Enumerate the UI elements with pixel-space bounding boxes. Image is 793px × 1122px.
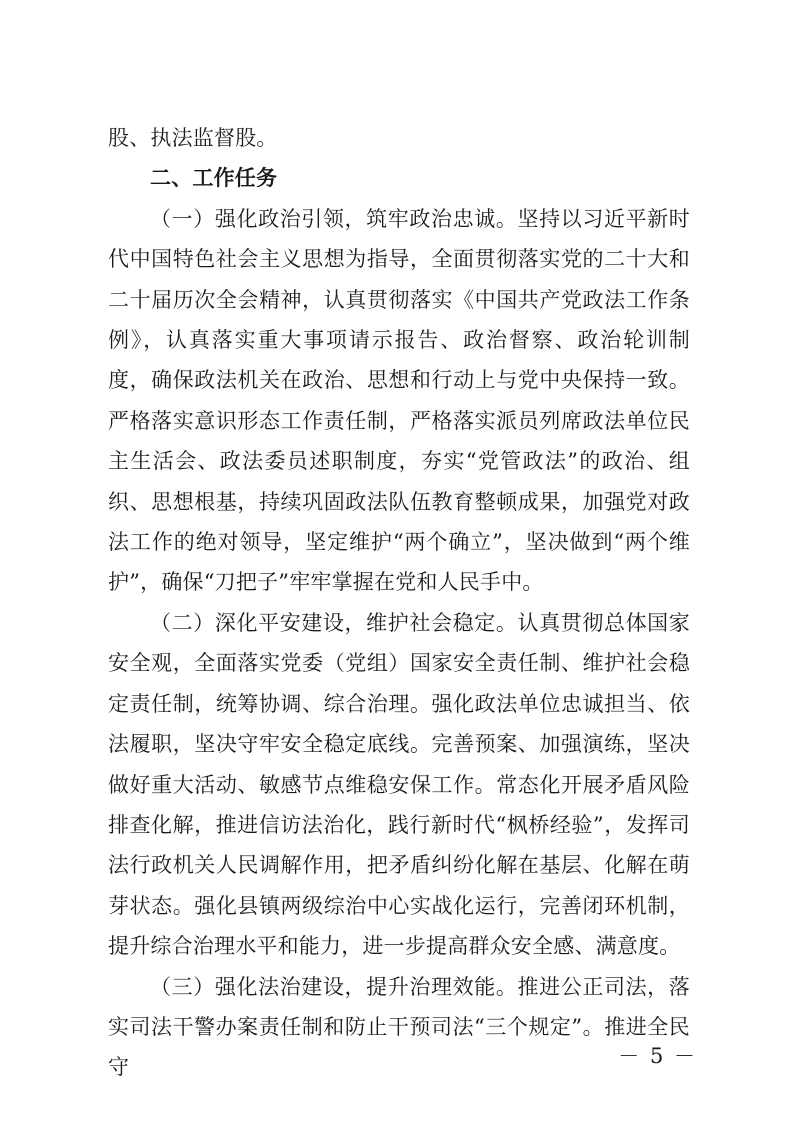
paragraph-item-2 [108, 603, 690, 967]
document-body [108, 118, 690, 1088]
item-1-body: 坚持以习近平新时代中国特色社会主义思想为指导，全面贯彻落实党的二十大和二十届历次全会精神，认真贯彻落实《中国共产党政法工作条例》，认真落实重大事项请示报告、政治督察、政治轮训制度，确保政法机关在政治、思想和行动上与党中央保持一致。严格落实意识形态工作责任制，严格落实派员列席政法单位民主生活会、政法委员述职制度，夯实“党管政法”的政治、组织、思想根基，持续巩固政法队伍教育整顿成果，加强党对政法工作的绝对领导，坚定维护“两个确立”，坚决做到“两个维护”，确保“刀把子”牢牢掌握在党和人民手中。 [108, 206, 690, 595]
item-2-body: 认真贯彻总体国家安全观，全面落实党委（党组）国家安全责任制、维护社会稳定责任制，统筹协调、综合治理。强化政法单位忠诚担当、依法履职，坚决守牢安全稳定底线。完善预案、加强演练，坚决做好重大活动、敏感节点维稳安保工作。常态化开展矛盾风险排查化解，推进信访法治化，践行新时代“枫桥经验”，发挥司法行政机关人民调解作用，把矛盾纠纷化解在基层、化解在萌芽状态。强化县镇两级综治中心实战化运行，完善闭环机制，提升综合治理水平和能力，进一步提高群众安全感、满意度。 [108, 610, 690, 959]
page-number: － 5 － [618, 1044, 697, 1068]
item-3-body: 推进公正司法，落实司法干警办案责任制和防止干预司法“三个规定”。推进全民守 [108, 974, 690, 1080]
continuation-text: 股、执法监督股。 [108, 126, 278, 150]
item-1-lead: （一）强化政治引领，筑牢政治忠诚。 [150, 206, 518, 231]
item-3-lead: （三）强化法治建设，提升治理效能。 [150, 974, 518, 999]
item-2-lead: （二）深化平安建设，维护社会稳定。 [150, 610, 518, 635]
paragraph-item-1 [108, 199, 690, 603]
paragraph-item-3 [108, 967, 690, 1088]
section-heading: 二、工作任务 [150, 166, 278, 191]
